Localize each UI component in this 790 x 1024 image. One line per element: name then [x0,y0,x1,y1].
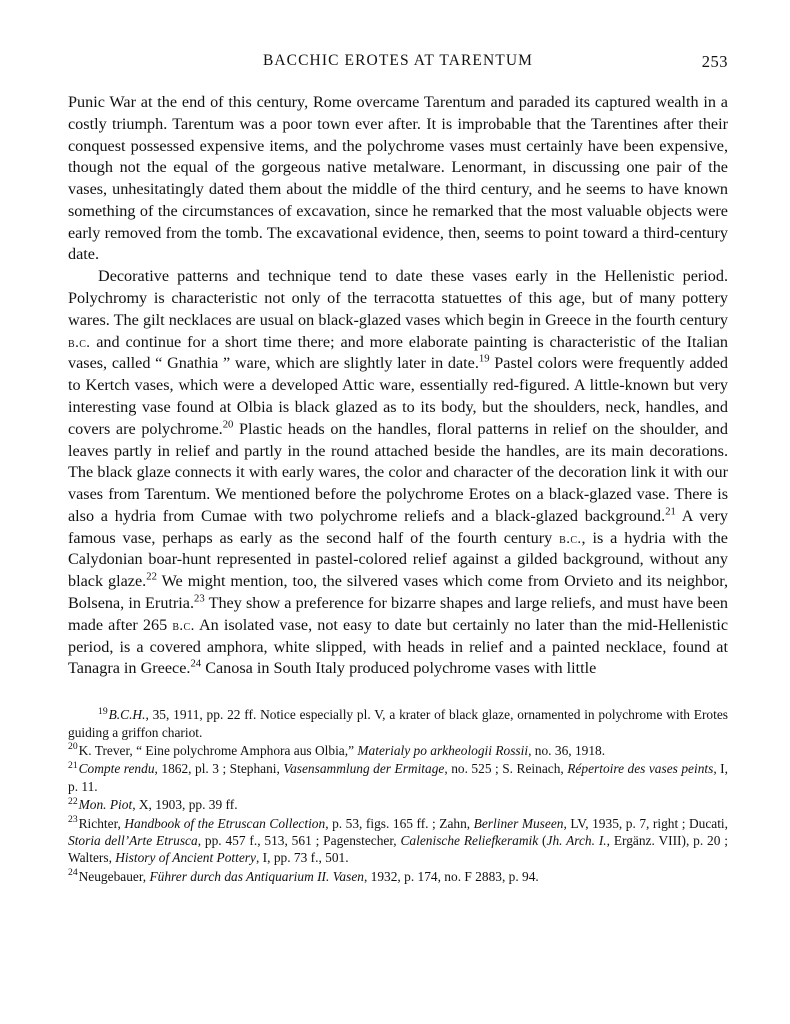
footnote-text: , LV, 1935, p. 7, right ; Ducati, [563,815,729,831]
body-text [68,92,728,680]
footnote-title: History of Ancient Pottery [115,850,256,866]
footnote-text: , pp. 457 f., 513, 561 ; Pagenstecher, [197,833,401,849]
footnote-title: Répertoire des vases peints [567,761,714,777]
footnote-number: 20 [68,741,78,753]
paragraph-1-text: Punic War at the end of this century, Rome overcame Tarentum and paraded its captured wealth in a costly triumph. Tarentum was a poor town ever after. It is improbable that the Tarentines after their conquest possessed expensive items, and the polychrome vases must certainly have been expensive, though not the equal of the gorgeous native metalware. Lenormant, in discussing one pair of the vases, unhesitatingly dated them about the middle of the third century, and he seems to have known something of the circumstances of excavation, since he remarked that the most valuable objects were early removed from the tomb. The excavational evidence, then, seems to point toward a third-century date. [68,93,728,264]
page-number: 253 [701,52,728,71]
footnote-text: , I, pp. 73 f., 501. [255,850,349,866]
footnote-text: , 1932, p. 174, no. F 2883, p. 94. [363,868,539,884]
footnote-number: 19 [98,705,108,717]
para2-seg-b: and continue for a short time there; and more elaborate painting is characteristic of the Italian vases, called “ Gnathia ” ware, which are slightly later in date. [68,332,728,373]
footnote-title: Jh. Arch. I. [546,833,607,849]
footnote-text: , 35, 1911, pp. 22 ff. Notice especially pl. V, a krater of black glaze, ornamented in polychrome with Erotes guiding a griffon chariot. [68,707,728,740]
footnote-21 [68,760,728,795]
footnote-ref-20[interactable]: 20 [222,418,234,431]
footnote-text: Neugebauer, [78,868,150,884]
footnote-title: B.C.H. [108,707,146,723]
footnote-title: Storia dell’Arte Etrusca [68,833,198,849]
footnote-number: 23 [68,814,78,826]
footnote-22 [68,796,728,813]
footnote-text: , p. 53, figs. 165 ff. ; Zahn, [325,815,474,831]
footnote-ref-19[interactable]: 19 [478,352,490,365]
footnote-23 [68,815,728,867]
footnote-number: 21 [68,759,78,771]
footnotes [68,706,728,885]
para2-seg-a: Decorative patterns and technique tend to date these vases early in the Hellenistic period. Polychromy is characteristic not only of the terracotta statuettes of this age, but of many pottery wares. The gilt necklaces are usual on black-glazed vases which begin in Greece in the fourth century [68,267,728,329]
small-caps-bc-2: b.c. [559,530,582,547]
para2-seg-i: An isolated vase, not easy to date but certainly no later than the mid-Hellenistic period, is a covered amphora, white slipped, with heads in relief and a painted necklace, found at Tanagra in Greece. [68,615,728,678]
footnote-ref-23[interactable]: 23 [194,592,205,605]
footnote-title: Compte rendu [78,761,155,777]
footnote-title: Mon. Piot [78,797,133,813]
small-caps-bc-1: b.c. [68,334,91,351]
footnote-19 [68,706,728,741]
footnote-number: 24 [68,867,78,879]
footnote-title: Berliner Museen [473,815,564,831]
footnote-title: Vasensammlung der Ermitage [283,761,445,777]
footnote-text: , I, p. 11. [68,761,728,794]
footnote-text: , no. 525 ; S. Reinach, [444,761,568,777]
footnote-text: , no. 36, 1918. [528,742,606,758]
footnote-title: Führer durch das Antiquarium II. Vasen [149,868,364,884]
footnote-title: Handbook of the Etruscan Collection [124,815,326,831]
footnote-20 [68,742,728,759]
footnote-24 [68,868,728,885]
running-head [68,52,728,78]
footnote-ref-24[interactable]: 24 [190,657,202,670]
para2-seg-h: They show a preference for bizarre shapes and large reliefs, and must have been made after 265 [68,593,729,634]
para2-seg-c: Pastel colors were frequently added to Kertch vases, which were a developed Attic ware, essentially red-figured. A little-known but very interesting vase found at Olbia is black glazed as to its body, but the shoulders, neck, handles, and covers are polychrome. [68,354,728,438]
paragraph-2 [68,266,728,680]
footnote-text: ( [538,833,547,849]
footnote-title: Calenische Reliefkeramik [400,833,539,849]
footnote-text: K. Trever, “ Eine polychrome Amphora aus Olbia,” [78,742,358,758]
footnote-ref-22[interactable]: 22 [146,570,157,583]
small-caps-bc-3: b.c. [172,617,195,634]
para2-seg-g: We might mention, too, the silvered vases which come from Orvieto and its neighbor, Bolsena, in Erutria. [68,572,729,612]
footnote-text: , Ergänz. VIII), p. 20 ; Walters, [68,833,728,866]
page-title: BACCHIC EROTES AT TARENTUM [262,52,534,69]
para2-seg-j: Canosa in South Italy produced polychrome vases with little [201,659,597,678]
para2-seg-f: , is a hydria with the Calydonian boar-hunt represented in pastel-colored relief against a gilded background, without any black glaze. [68,528,728,591]
footnote-text: , X, 1903, pp. 39 ff. [132,797,238,813]
footnote-text: , 1862, pl. 3 ; Stephani, [154,761,284,777]
footnote-text: Richter, [78,815,125,831]
para2-seg-d: Plastic heads on the handles, floral patterns in relief on the shoulder, and leaves partly in relief and partly in the round attached beside the handles, are its main decorations. The black glaze connects it with early wares, the color and character of the decoration link it with our vases from Tarentum. We mentioned before the polychrome Erotes on a black-glazed vase. There is also a hydria from Cumae with two polychrome reliefs and a black-glazed background. [68,419,728,525]
footnote-title: Materialy po arkheologii Rossii [357,742,529,758]
paragraph-1 [68,92,728,266]
footnote-ref-21[interactable]: 21 [665,505,676,518]
para2-seg-e: A very famous vase, perhaps as early as the second half of the fourth century [68,506,728,547]
footnote-number: 22 [68,795,78,807]
